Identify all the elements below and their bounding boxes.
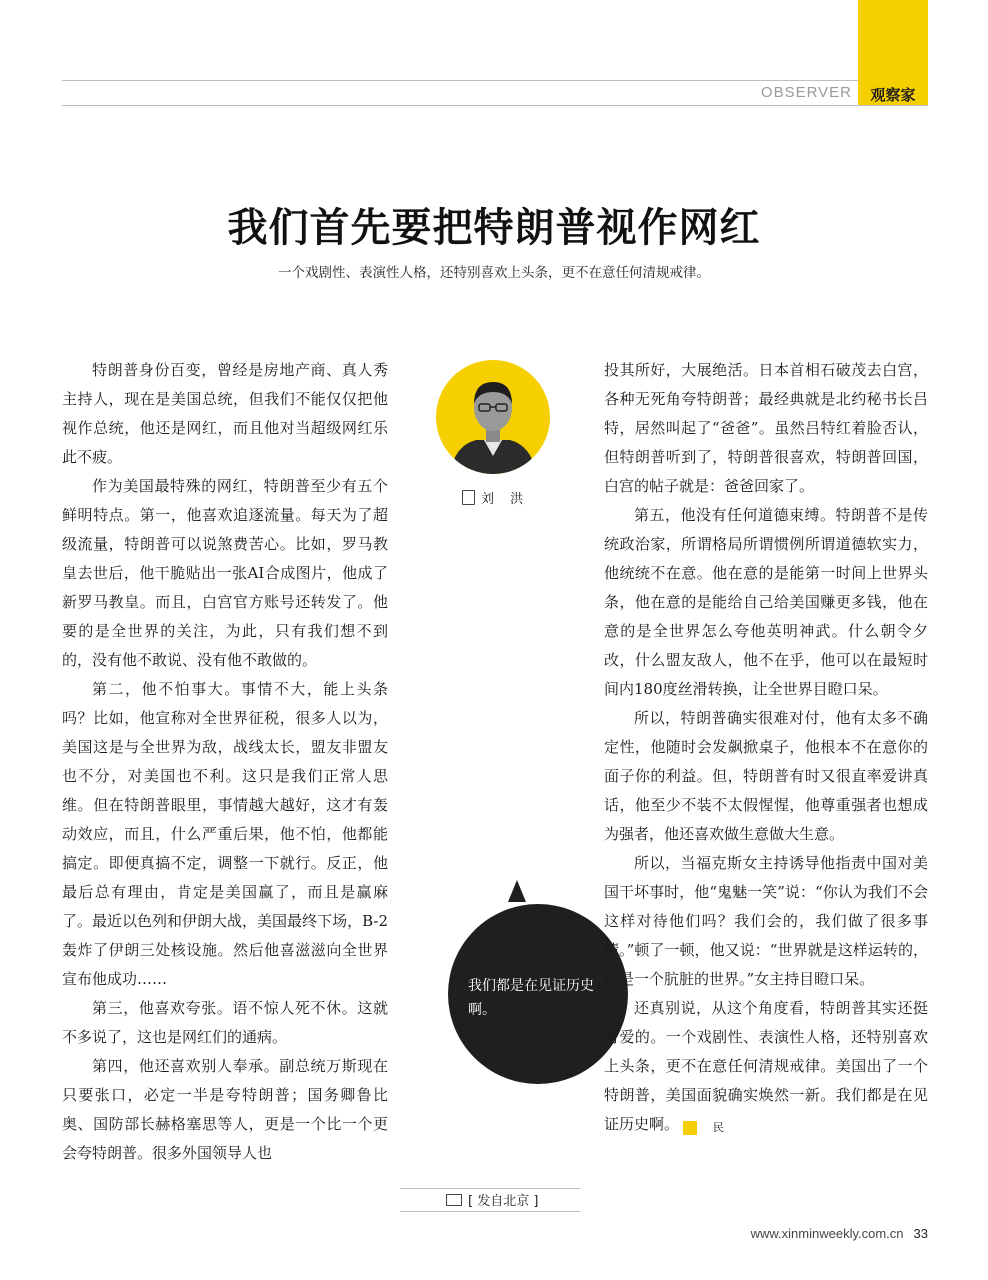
paragraph: 所以，特朗普确实很难对付，他有太多不确定性，他随时会发飙掀桌子，他根本不在意你的面子你的利益。但，特朗普有时又很直率爱讲真话，他至少不装不太假惺惺，他尊重强者也想成为强者，他还喜欢做生意做大生意。: [604, 709, 928, 843]
right-column: [604, 356, 928, 1139]
article-subtitle: 一个戏剧性、表演性人格，还特别喜欢上头条，更不在意任何清规戒律。: [278, 265, 710, 281]
paragraph-text: 还真别说，从这个角度看，特朗普其实还挺可爱的。一个戏剧性、表演性人格，还特别喜欢上头条，更不在意任何清规戒律。美国出了一个特朗普，美国面貌确实焕然一新。我们都是在见证历史啊。: [604, 999, 928, 1133]
author-byline: [462, 488, 552, 507]
pull-quote: 我们都是在见证历史啊。: [468, 978, 594, 1018]
author-portrait-icon: [436, 360, 550, 474]
dateline: [446, 1190, 538, 1209]
author-photo: [436, 360, 550, 474]
section-label-english: OBSERVER: [760, 84, 852, 101]
website-url: www.xinminweekly.com.cn: [750, 1226, 904, 1241]
end-mark-icon: 民: [683, 1121, 697, 1135]
section-label: 观察家: [870, 86, 916, 104]
page-footer: [720, 1226, 928, 1241]
author-name: 刘 洪: [481, 492, 530, 507]
left-column: [62, 356, 388, 1168]
header-rule-bottom: [62, 105, 928, 106]
paragraph: 作为美国最特殊的网红，特朗普至少有五个鲜明特点。第一，他喜欢追逐流量。每天为了超级流量，特朗普可以说煞费苦心。比如，罗马教皇去世后，他干脆贴出一张AI合成图片，他成了新罗马教皇。而且，白宫官方账号还转发了。他要的是全世界的关注，为此，只有我们想不到的，没有他不敢说、没有他不敢做的。: [62, 477, 388, 669]
pen-icon: [462, 490, 475, 505]
page-number: 33: [913, 1226, 928, 1241]
paragraph: 第五，他没有任何道德束缚。特朗普不是传统政治家，所谓格局所谓惯例所谓道德软实力，他统统不在意。他在意的是能第一时间上世界头条，他在意的是能给自己给美国赚更多钱，他在意的是全世界怎么夸他英明神武。什么朝令夕改，什么盟友敌人，他不在乎，他可以在最短时间内180度丝滑转换，让全世界目瞪口呆。: [604, 506, 928, 698]
paragraph: 第四，他还喜欢别人奉承。副总统万斯现在只要张口，必定一半是夸特朗普；国务卿鲁比奥、国防部长赫格塞思等人，更是一个比一个更会夸特朗普。很多外国领导人也: [62, 1057, 388, 1162]
paragraph-final: [604, 994, 928, 1139]
paragraph: 所以，当福克斯女主持诱导他指责中国对美国干坏事时，他“鬼魅一笑”说：“你认为我们不会这样对待他们吗？我们会的，我们做了很多事情。”顿了一顿，他又说：“世界就是这样运转的，这是一个肮脏的世界。”女主持目瞪口呆。: [604, 854, 928, 988]
mail-icon: [446, 1194, 462, 1206]
paragraph: 第二，他不怕事大。事情不大，能上头条吗？比如，他宣称对全世界征税，很多人以为，美国这是与全世界为敌，战线太长，盟友非盟友也不分，对美国也不利。这只是我们正常人思维。但在特朗普眼里，事情越大越好，这才有轰动效应，而且，什么严重后果，他不怕，他都能搞定。即便真搞不定，调整一下就行。反正，他最后总有理由，肯定是美国赢了，而且是赢麻了。最近以色列和伊朗大战，美国最终下场，B-2轰炸了伊朗三处核设施。然后他喜滋滋向全世界宣布他成功……: [62, 680, 388, 988]
header-rule: [62, 80, 858, 81]
dateline-text: [ 发自北京 ]: [468, 1194, 539, 1209]
quote-pointer: [508, 880, 526, 902]
paragraph: 第三，他喜欢夸张。语不惊人死不休。这就不多说了，这也是网红们的通病。: [62, 999, 388, 1046]
article-title: 我们首先要把特朗普视作网红: [227, 204, 761, 251]
paragraph: 投其所好，大展绝活。日本首相石破茂去白宫，各种无死角夸特朗普；最经典就是北约秘书长吕特，居然叫起了“爸爸”。虽然吕特红着脸否认，但特朗普听到了，特朗普很喜欢，特朗普回国，白宫的帖子就是：爸爸回家了。: [604, 361, 928, 495]
paragraph: 特朗普身份百变，曾经是房地产商、真人秀主持人，现在是美国总统，但我们不能仅仅把他视作总统，他还是网红，而且他对当超级网红乐此不疲。: [62, 361, 388, 466]
